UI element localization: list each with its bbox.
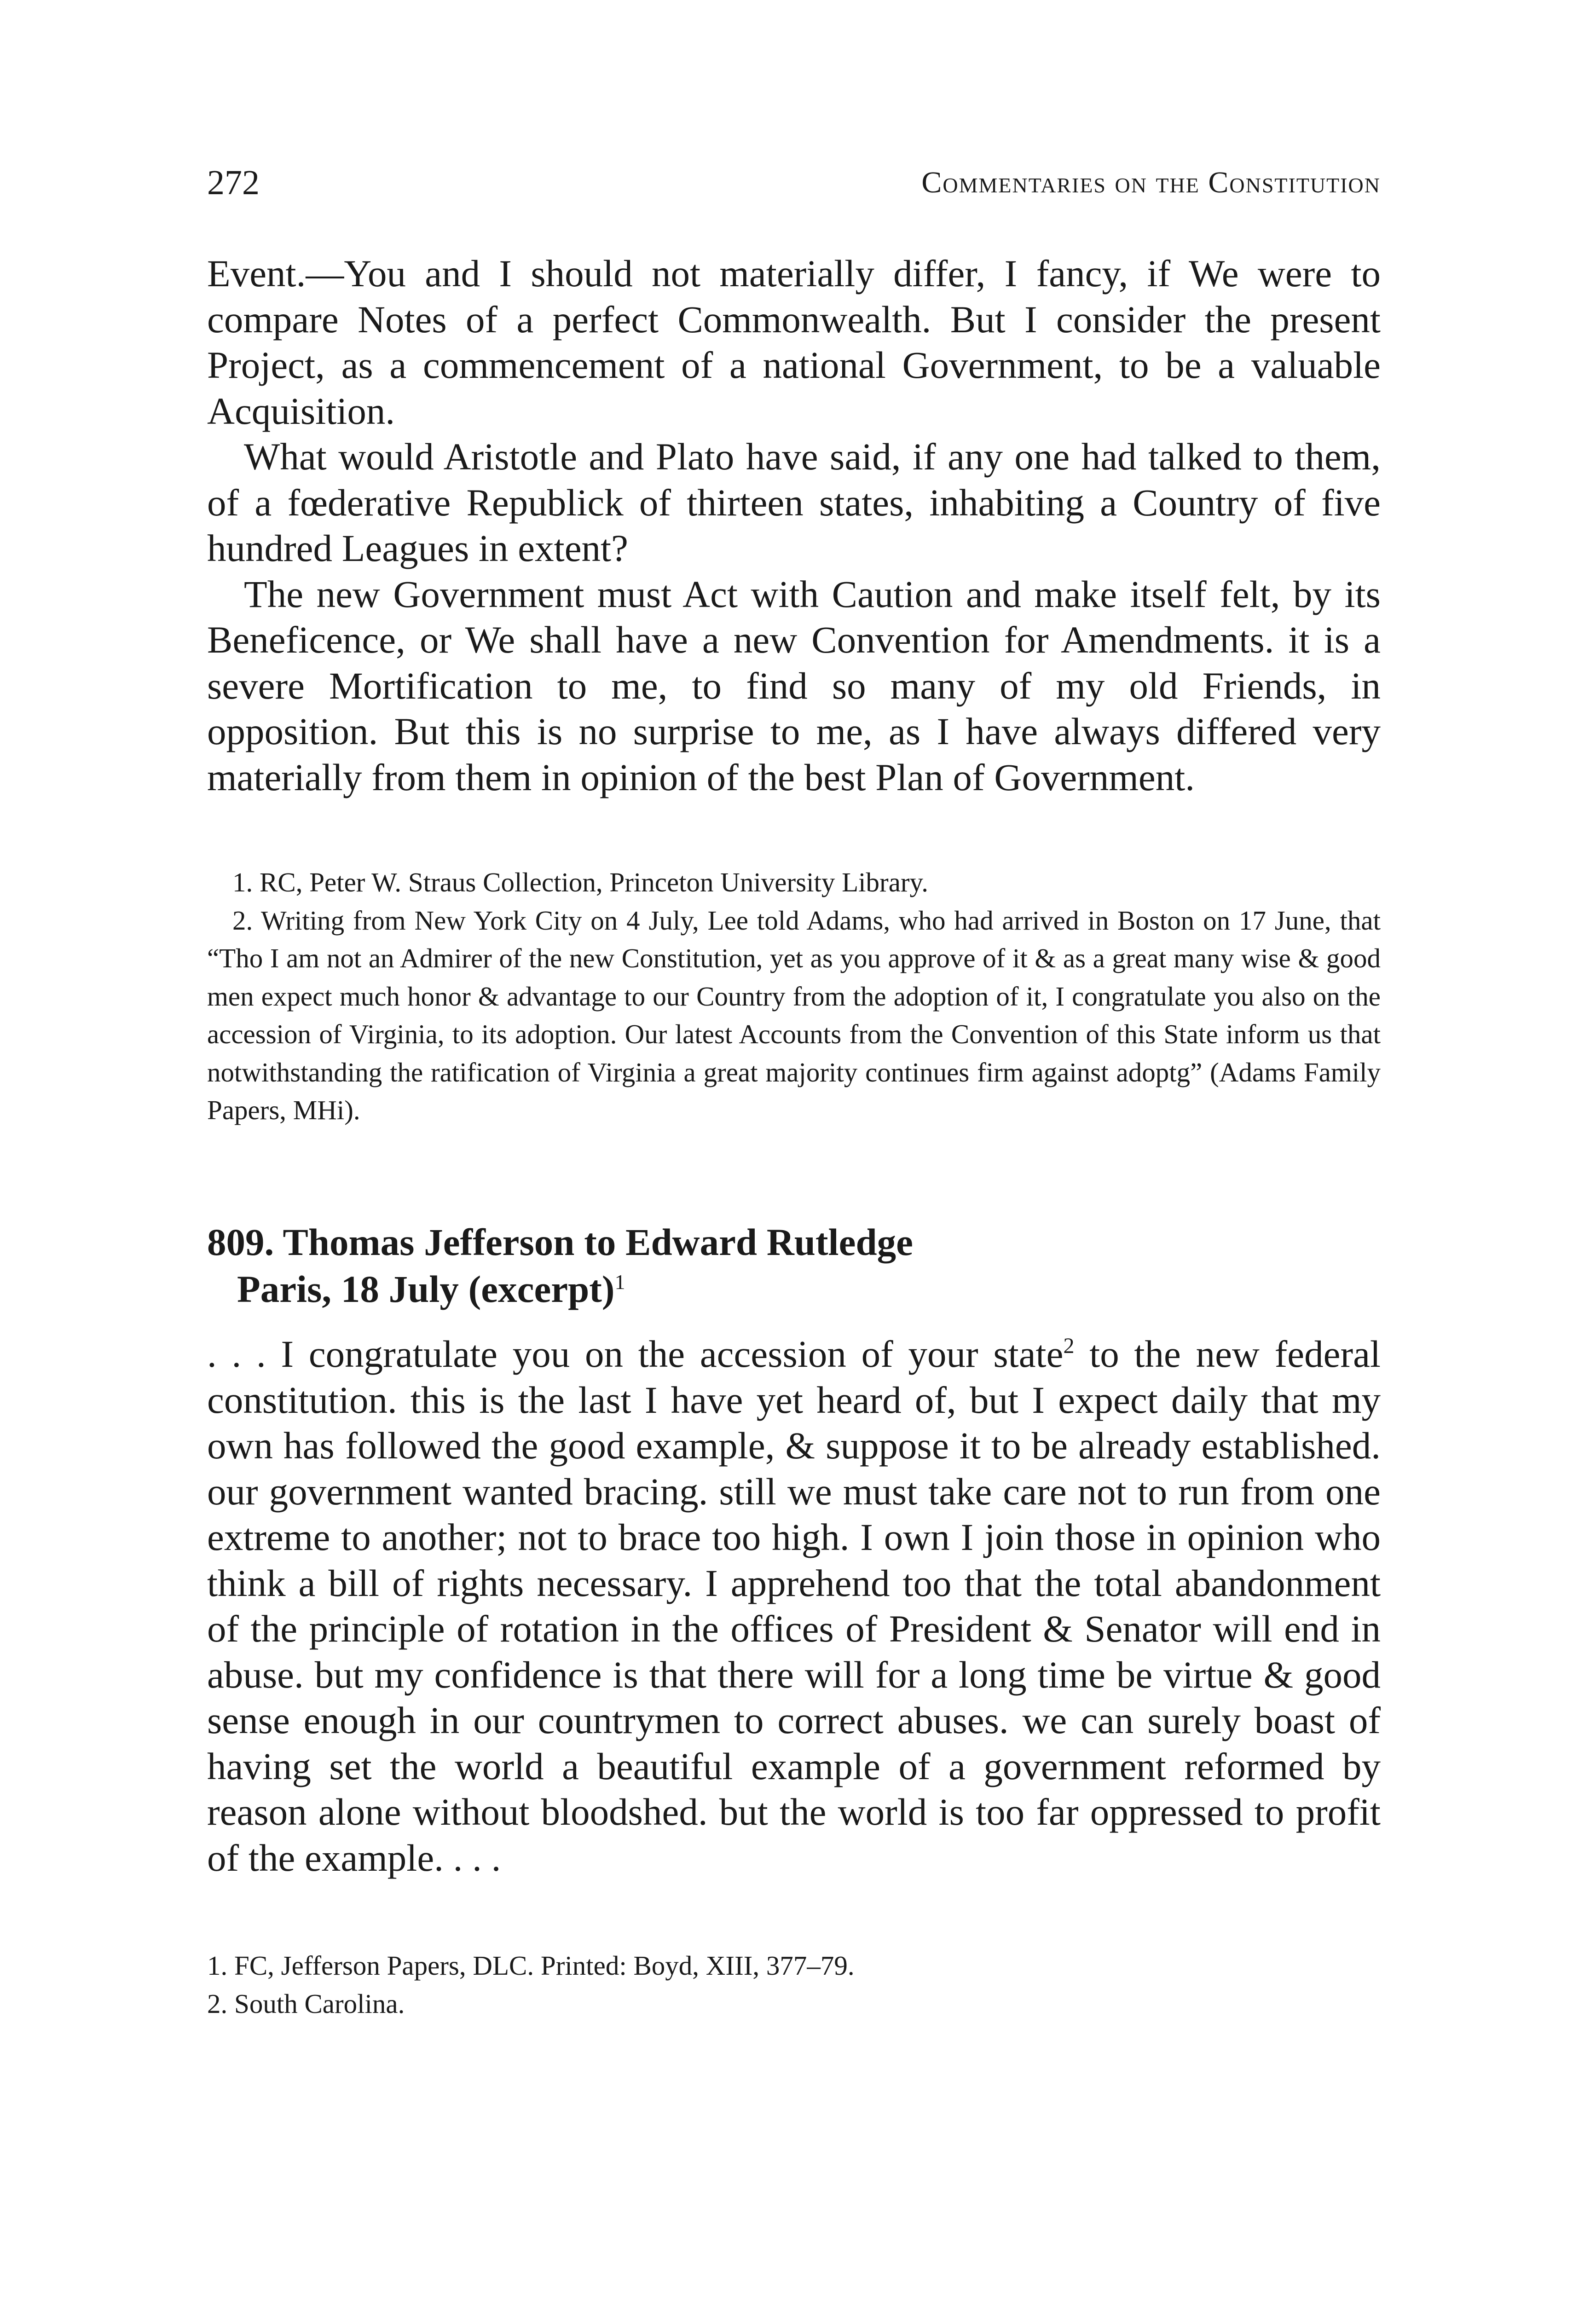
body-paragraph <box>207 1331 1381 1881</box>
running-head: Commentaries on the Constitution <box>921 166 1381 199</box>
footnote-marker: 2 <box>1063 1334 1075 1358</box>
page-number: 272 <box>207 163 260 202</box>
body-paragraph: The new Government must Act with Caution and make itself felt, by its Beneficence, or We shall have a new Convention for Amendments. it is a severe Mortification to me, to find so many of my old Friends, in opposition. But this is no surprise to me, as I have always differed very materially from them in opinion of the best Plan of Government. <box>207 572 1381 798</box>
heading-title: 809. Thomas Jefferson to Edward Rutledge <box>207 1221 913 1263</box>
footnote: 1. RC, Peter W. Straus Collection, Princeton University Library. <box>232 867 928 897</box>
footnotes-section-1 <box>207 863 1381 1129</box>
body-paragraph: What would Aristotle and Plato have said, if any one had talked to them, of a fœderative Republick of thirteen states, inhabiting a Country of five hundred Leagues in extent? <box>207 435 1381 569</box>
heading-footnote-marker: 1 <box>614 1270 625 1294</box>
body-text-rest: to the new federal constitution. this is the last I have yet heard of, but I expect daily that my own has followed the good example, & suppose it to be already established. our government wanted bracing. still we must take care not to run from one extreme to another; not to brace too high. I own I join those in opinion who think a bill of rights necessary. I apprehend too that the total abandonment of the principle of rotation in the offices of President & Senator will end in abuse. but my confidence is that there will for a long time be virtue & good sense enough in our countrymen to correct abuses. we can surely boast of having set the world a beautiful example of a government reformed by reason alone without bloodshed. but the world is too far oppressed to profit of the example. . . . <box>207 1333 1381 1879</box>
body-paragraph: Event.—You and I should not materially differ, I fancy, if We were to compare Notes of a perfect Commonwealth. But I consider the present Project, as a commencement of a national Government, to be a valuable Acquisition. <box>207 252 1381 432</box>
heading-dateline-text: Paris, 18 July (excerpt) <box>237 1268 615 1310</box>
body-text-start: . . . I congratulate you on the accession of your state <box>207 1333 1064 1375</box>
document-heading <box>207 1219 1381 1312</box>
letter-body-continued <box>207 251 1381 800</box>
footnote: 2. Writing from New York City on 4 July, Lee told Adams, who had arrived in Boston on 17 June, that “Tho I am not an Admirer of the new Constitution, yet as you approve of it & as a great many wise & good men expect much honor & advantage to our Country from the adoption of it, I congratulate you also on the accession of Virginia, to its adoption. Our latest Accounts from the Convention of this State inform us that notwithstanding the ratification of Virginia a great majority continues firm against adoptg” (Adams Family Papers, MHi). <box>207 905 1381 1125</box>
footnotes-section-2 <box>207 1947 1381 2023</box>
heading-dateline <box>207 1266 1381 1312</box>
letter-body-jefferson <box>207 1331 1381 1881</box>
page-header <box>207 162 1381 203</box>
footnote: 2. South Carolina. <box>207 1988 405 2019</box>
footnote: 1. FC, Jefferson Papers, DLC. Printed: Boyd, XIII, 377–79. <box>207 1950 855 1981</box>
